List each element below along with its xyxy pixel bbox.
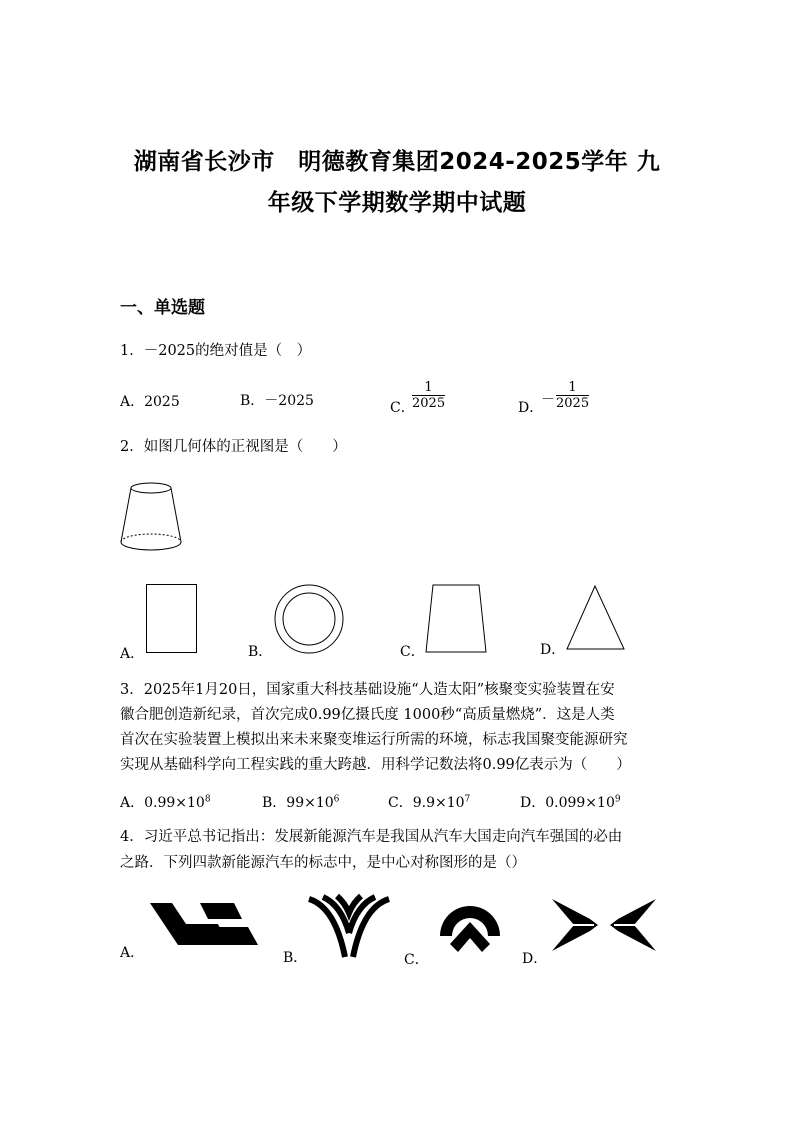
q3-option-a: [120, 792, 211, 812]
q1-option-d-label: D．: [518, 400, 544, 416]
q3-line1: 3．2025年1月20日，国家重大科技基础设施“人造太阳”核聚变实验装置在安: [120, 682, 615, 698]
q2-option-c-trapezoid: [425, 584, 487, 654]
q4-option-b: B．: [283, 950, 308, 966]
q4-option-c-logo: [434, 892, 506, 960]
q3-option-b: [262, 792, 339, 812]
q3-a-base: A．0.99×10: [120, 795, 205, 811]
q3-line3: 首次在实验装置上模拟出来未来聚变堆运行所需的环境，标志我国聚变能源研究: [120, 732, 628, 748]
q3-option-d: [520, 792, 621, 812]
q3-c-base: C．9.9×10: [388, 795, 465, 811]
q2-frustum-figure: [118, 480, 184, 556]
q2-option-a: A．: [120, 646, 145, 662]
page-title-line2: 年级下学期数学期中试题: [267, 190, 527, 216]
q1-option-b: B．－2025: [240, 393, 314, 409]
q1-option-d-fraction: [556, 381, 589, 411]
q2-option-d-triangle: [566, 585, 626, 651]
q2-option-a-rectangle: [146, 584, 198, 654]
q3-d-base: D．0.099×10: [520, 795, 615, 811]
page-title-line1: 湖南省长沙市 明德教育集团2024-2025学年 九: [133, 149, 661, 175]
q3-b-exponent: 6: [333, 794, 340, 805]
q2-option-b-ring: [273, 583, 345, 655]
q4-option-d-logo: [550, 897, 658, 953]
q1-option-c-fraction: [412, 381, 445, 411]
q1-option-d-sign: －: [541, 392, 555, 408]
q2-option-c: C．: [400, 644, 425, 660]
q3-d-exponent: 9: [614, 794, 621, 805]
q1-d-denominator: 2025: [556, 396, 590, 411]
q3-option-c: [388, 792, 470, 812]
q4-option-b-logo: [305, 893, 393, 959]
q1-option-c-label: C．: [390, 400, 415, 416]
q1-stem: 1．－2025的绝对值是（ ）: [120, 343, 312, 359]
q3-line2: 徽合肥创造新纪录，首次完成0.99亿摄氏度 1000秒“高质量燃烧”．这是人类: [120, 707, 615, 723]
q1-d-numerator: 1: [556, 381, 589, 396]
q4-option-a: A．: [120, 945, 145, 961]
q3-line4: 实现从基础科学向工程实践的重大跨越．用科学记数法将0.99亿表示为（ ）: [120, 757, 631, 773]
q1-c-numerator: 1: [412, 381, 445, 396]
q4-option-c: C．: [404, 952, 429, 968]
q4-option-d: D．: [522, 951, 548, 967]
q2-option-d: D．: [540, 642, 566, 658]
section-heading: 一、单选题: [120, 298, 205, 318]
q3-a-exponent: 8: [204, 794, 211, 805]
q4-option-a-logo: [148, 900, 260, 948]
q2-option-b: B．: [248, 644, 273, 660]
q3-b-base: B．99×10: [262, 795, 334, 811]
q1-c-denominator: 2025: [412, 396, 446, 411]
q4-line1: 4．习近平总书记指出：发展新能源汽车是我国从汽车大国走向汽车强国的必由: [120, 829, 623, 845]
q4-line2: 之路．下列四款新能源汽车的标志中，是中心对称图形的是（）: [120, 855, 526, 871]
q2-stem: 2．如图几何体的正视图是（ ）: [120, 439, 347, 455]
q3-c-exponent: 7: [464, 794, 471, 805]
q1-option-a: A．2025: [120, 394, 180, 410]
